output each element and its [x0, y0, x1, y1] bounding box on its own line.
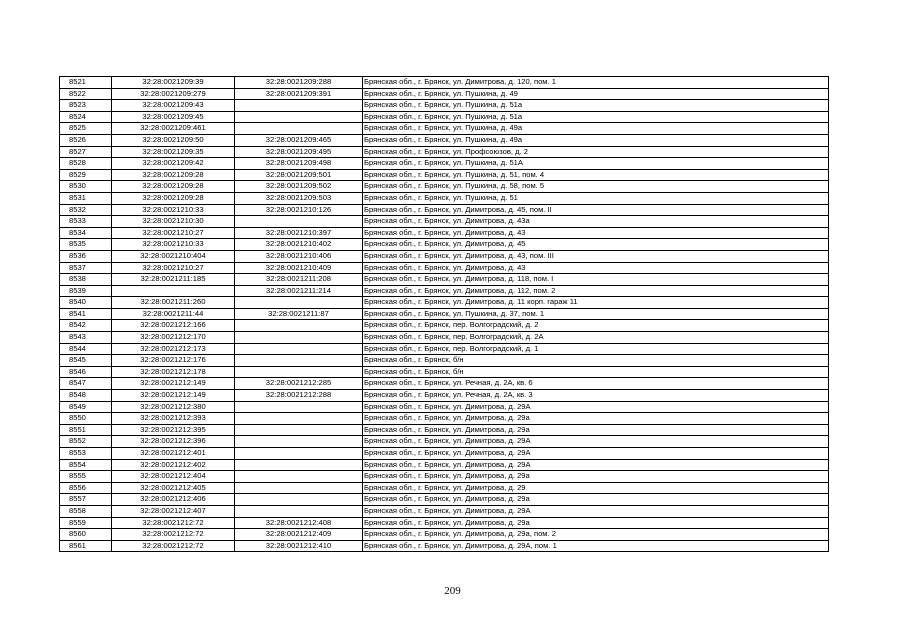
cadastral-number-cell [112, 285, 235, 297]
address-cell: Брянская обл., г. Брянск, ул. Димитрова, д. 45, пом. II [363, 204, 829, 216]
related-cadastral-number-cell: 32:28:0021209:502 [235, 181, 363, 193]
table-row [60, 424, 829, 436]
cadastral-number-cell: 32:28:0021210:27 [112, 227, 235, 239]
row-number-cell: 8521 [60, 77, 112, 89]
cadastral-number-cell: 32:28:0021209:28 [112, 169, 235, 181]
related-cadastral-number-cell [235, 401, 363, 413]
cadastral-number-cell: 32:28:0021212:404 [112, 471, 235, 483]
row-number-cell: 8550 [60, 413, 112, 425]
related-cadastral-number-cell: 32:28:0021212:410 [235, 540, 363, 552]
related-cadastral-number-cell: 32:28:0021209:503 [235, 192, 363, 204]
cadastral-number-cell: 32:28:0021212:407 [112, 505, 235, 517]
row-number-cell: 8523 [60, 100, 112, 112]
address-cell: Брянская обл., г. Брянск, ул. Димитрова, д. 43 [363, 227, 829, 239]
cadastral-number-cell: 32:28:0021210:33 [112, 204, 235, 216]
cadastral-number-cell: 32:28:0021209:28 [112, 192, 235, 204]
table-row [60, 320, 829, 332]
related-cadastral-number-cell [235, 216, 363, 228]
row-number-cell: 8556 [60, 482, 112, 494]
table-row [60, 517, 829, 529]
address-cell: Брянская обл., г. Брянск, б/н [363, 366, 829, 378]
address-cell: Брянская обл., г. Брянск, пер. Волгоградский, д. 2А [363, 332, 829, 344]
cadastral-number-cell: 32:28:0021212:393 [112, 413, 235, 425]
related-cadastral-number-cell: 32:28:0021212:408 [235, 517, 363, 529]
cadastral-number-cell: 32:28:0021209:43 [112, 100, 235, 112]
related-cadastral-number-cell: 32:28:0021212:409 [235, 529, 363, 541]
row-number-cell: 8541 [60, 308, 112, 320]
row-number-cell: 8535 [60, 239, 112, 251]
cadastral-number-cell: 32:28:0021212:395 [112, 424, 235, 436]
row-number-cell: 8542 [60, 320, 112, 332]
cadastral-number-cell: 32:28:0021209:461 [112, 123, 235, 135]
related-cadastral-number-cell: 32:28:0021210:409 [235, 262, 363, 274]
row-number-cell: 8552 [60, 436, 112, 448]
address-cell: Брянская обл., г. Брянск, ул. Димитрова, д. 29А, пом. 1 [363, 540, 829, 552]
cadastral-number-cell: 32:28:0021209:50 [112, 134, 235, 146]
cadastral-number-cell: 32:28:0021209:35 [112, 146, 235, 158]
address-cell: Брянская обл., г. Брянск, ул. Димитрова, д. 29А [363, 436, 829, 448]
table-row [60, 482, 829, 494]
cadastral-number-cell: 32:28:0021211:260 [112, 297, 235, 309]
cadastral-number-cell: 32:28:0021210:27 [112, 262, 235, 274]
table-row [60, 250, 829, 262]
cadastral-number-cell: 32:28:0021209:45 [112, 111, 235, 123]
row-number-cell: 8530 [60, 181, 112, 193]
table-row [60, 436, 829, 448]
related-cadastral-number-cell [235, 123, 363, 135]
address-cell: Брянская обл., г. Брянск, ул. Пушкина, д. 49а [363, 134, 829, 146]
cadastral-number-cell: 32:28:0021210:30 [112, 216, 235, 228]
table-row [60, 100, 829, 112]
related-cadastral-number-cell [235, 459, 363, 471]
address-cell: Брянская обл., г. Брянск, ул. Димитрова, д. 29А [363, 505, 829, 517]
row-number-cell: 8528 [60, 158, 112, 170]
related-cadastral-number-cell [235, 471, 363, 483]
address-cell: Брянская обл., г. Брянск, ул. Пушкина, д. 51, пом. 4 [363, 169, 829, 181]
table-row [60, 227, 829, 239]
row-number-cell: 8525 [60, 123, 112, 135]
table-row [60, 401, 829, 413]
row-number-cell: 8524 [60, 111, 112, 123]
cadastral-number-cell: 32:28:0021212:178 [112, 366, 235, 378]
address-cell: Брянская обл., г. Брянск, ул. Пушкина, д. 58, пом. 5 [363, 181, 829, 193]
row-number-cell: 8536 [60, 250, 112, 262]
row-number-cell: 8554 [60, 459, 112, 471]
table-row [60, 77, 829, 89]
cadastral-number-cell: 32:28:0021212:72 [112, 540, 235, 552]
cadastral-number-cell: 32:28:0021209:39 [112, 77, 235, 89]
cadastral-number-cell: 32:28:0021209:42 [112, 158, 235, 170]
address-cell: Брянская обл., г. Брянск, ул. Димитрова, д. 43 [363, 262, 829, 274]
cadastral-number-cell: 32:28:0021212:170 [112, 332, 235, 344]
related-cadastral-number-cell: 32:28:0021211:208 [235, 274, 363, 286]
cadastral-number-cell: 32:28:0021212:176 [112, 355, 235, 367]
row-number-cell: 8529 [60, 169, 112, 181]
related-cadastral-number-cell [235, 494, 363, 506]
address-cell: Брянская обл., г. Брянск, ул. Димитрова, д. 29А [363, 459, 829, 471]
row-number-cell: 8539 [60, 285, 112, 297]
address-cell: Брянская обл., г. Брянск, ул. Пушкина, д. 51а [363, 100, 829, 112]
address-cell: Брянская обл., г. Брянск, б/н [363, 355, 829, 367]
table-row [60, 158, 829, 170]
address-cell: Брянская обл., г. Брянск, ул. Профсоюзов, д. 2 [363, 146, 829, 158]
table-row [60, 505, 829, 517]
table-row [60, 274, 829, 286]
related-cadastral-number-cell [235, 100, 363, 112]
address-cell: Брянская обл., г. Брянск, ул. Димитрова, д. 29 [363, 482, 829, 494]
table-row [60, 285, 829, 297]
related-cadastral-number-cell [235, 505, 363, 517]
related-cadastral-number-cell: 32:28:0021209:498 [235, 158, 363, 170]
cadastral-number-cell: 32:28:0021209:279 [112, 88, 235, 100]
cadastral-number-cell: 32:28:0021212:380 [112, 401, 235, 413]
row-number-cell: 8543 [60, 332, 112, 344]
address-cell: Брянская обл., г. Брянск, пер. Волгоградский, д. 2 [363, 320, 829, 332]
row-number-cell: 8534 [60, 227, 112, 239]
table-row [60, 123, 829, 135]
table-row [60, 262, 829, 274]
cadastral-number-cell: 32:28:0021212:396 [112, 436, 235, 448]
row-number-cell: 8537 [60, 262, 112, 274]
row-number-cell: 8561 [60, 540, 112, 552]
related-cadastral-number-cell [235, 448, 363, 460]
row-number-cell: 8557 [60, 494, 112, 506]
address-cell: Брянская обл., г. Брянск, ул. Димитрова, д. 29а [363, 517, 829, 529]
table-row [60, 111, 829, 123]
cadastral-number-cell: 32:28:0021212:149 [112, 390, 235, 402]
row-number-cell: 8545 [60, 355, 112, 367]
table-row [60, 204, 829, 216]
cadastral-number-cell: 32:28:0021211:44 [112, 308, 235, 320]
row-number-cell: 8540 [60, 297, 112, 309]
address-cell: Брянская обл., г. Брянск, ул. Димитрова, д. 29а [363, 471, 829, 483]
cadastral-number-cell: 32:28:0021212:402 [112, 459, 235, 471]
table-row [60, 540, 829, 552]
table-row [60, 88, 829, 100]
related-cadastral-number-cell: 32:28:0021210:397 [235, 227, 363, 239]
address-cell: Брянская обл., г. Брянск, ул. Пушкина, д. 49а [363, 123, 829, 135]
table-row [60, 448, 829, 460]
cadastral-number-cell: 32:28:0021212:72 [112, 529, 235, 541]
cadastral-table [59, 76, 829, 552]
page-number: 209 [444, 585, 461, 597]
cadastral-number-cell: 32:28:0021212:149 [112, 378, 235, 390]
cadastral-number-cell: 32:28:0021212:401 [112, 448, 235, 460]
address-cell: Брянская обл., г. Брянск, ул. Пушкина, д. 51А [363, 158, 829, 170]
row-number-cell: 8548 [60, 390, 112, 402]
related-cadastral-number-cell: 32:28:0021210:126 [235, 204, 363, 216]
cadastral-number-cell: 32:28:0021212:173 [112, 343, 235, 355]
table-row [60, 366, 829, 378]
row-number-cell: 8526 [60, 134, 112, 146]
address-cell: Брянская обл., г. Брянск, ул. Димитрова, д. 29А [363, 448, 829, 460]
table-row [60, 181, 829, 193]
table-row [60, 413, 829, 425]
address-cell: Брянская обл., г. Брянск, ул. Димитрова, д. 120, пом. 1 [363, 77, 829, 89]
address-cell: Брянская обл., г. Брянск, ул. Речная, д. 2А, кв. 3 [363, 390, 829, 402]
related-cadastral-number-cell: 32:28:0021209:465 [235, 134, 363, 146]
related-cadastral-number-cell [235, 413, 363, 425]
related-cadastral-number-cell: 32:28:0021210:406 [235, 250, 363, 262]
address-cell: Брянская обл., г. Брянск, ул. Димитрова, д. 43а [363, 216, 829, 228]
table-body [60, 77, 829, 552]
related-cadastral-number-cell [235, 297, 363, 309]
related-cadastral-number-cell [235, 482, 363, 494]
row-number-cell: 8547 [60, 378, 112, 390]
address-cell: Брянская обл., г. Брянск, ул. Пушкина, д. 51а [363, 111, 829, 123]
row-number-cell: 8559 [60, 517, 112, 529]
related-cadastral-number-cell: 32:28:0021209:495 [235, 146, 363, 158]
address-cell: Брянская обл., г. Брянск, ул. Димитрова, д. 29а [363, 494, 829, 506]
cadastral-number-cell: 32:28:0021210:404 [112, 250, 235, 262]
related-cadastral-number-cell [235, 343, 363, 355]
table-row [60, 355, 829, 367]
related-cadastral-number-cell: 32:28:0021212:288 [235, 390, 363, 402]
address-cell: Брянская обл., г. Брянск, ул. Димитрова, д. 29А [363, 401, 829, 413]
cadastral-number-cell: 32:28:0021212:72 [112, 517, 235, 529]
row-number-cell: 8546 [60, 366, 112, 378]
table-row [60, 297, 829, 309]
cadastral-number-cell: 32:28:0021212:166 [112, 320, 235, 332]
row-number-cell: 8549 [60, 401, 112, 413]
address-cell: Брянская обл., г. Брянск, ул. Димитрова, д. 118, пом. I [363, 274, 829, 286]
row-number-cell: 8531 [60, 192, 112, 204]
related-cadastral-number-cell: 32:28:0021212:285 [235, 378, 363, 390]
address-cell: Брянская обл., г. Брянск, ул. Речная, д. 2А, кв. 6 [363, 378, 829, 390]
cadastral-number-cell: 32:28:0021212:406 [112, 494, 235, 506]
row-number-cell: 8558 [60, 505, 112, 517]
row-number-cell: 8551 [60, 424, 112, 436]
related-cadastral-number-cell: 32:28:0021211:87 [235, 308, 363, 320]
row-number-cell: 8538 [60, 274, 112, 286]
address-cell: Брянская обл., г. Брянск, пер. Волгоградский, д. 1 [363, 343, 829, 355]
row-number-cell: 8532 [60, 204, 112, 216]
related-cadastral-number-cell [235, 111, 363, 123]
address-cell: Брянская обл., г. Брянск, ул. Пушкина, д. 49 [363, 88, 829, 100]
table-row [60, 378, 829, 390]
table-row [60, 146, 829, 158]
address-cell: Брянская обл., г. Брянск, ул. Димитрова, д. 29а, пом. 2 [363, 529, 829, 541]
address-cell: Брянская обл., г. Брянск, ул. Пушкина, д. 37, пом. 1 [363, 308, 829, 320]
address-cell: Брянская обл., г. Брянск, ул. Димитрова, д. 45 [363, 239, 829, 251]
related-cadastral-number-cell: 32:28:0021209:288 [235, 77, 363, 89]
related-cadastral-number-cell [235, 332, 363, 344]
row-number-cell: 8555 [60, 471, 112, 483]
table-row [60, 216, 829, 228]
cadastral-number-cell: 32:28:0021211:185 [112, 274, 235, 286]
address-cell: Брянская обл., г. Брянск, ул. Димитрова, д. 29а [363, 413, 829, 425]
row-number-cell: 8544 [60, 343, 112, 355]
related-cadastral-number-cell [235, 424, 363, 436]
table-row [60, 308, 829, 320]
address-cell: Брянская обл., г. Брянск, ул. Димитрова, д. 11 корп. гараж 11 [363, 297, 829, 309]
table-row [60, 459, 829, 471]
related-cadastral-number-cell [235, 355, 363, 367]
table-row [60, 390, 829, 402]
row-number-cell: 8560 [60, 529, 112, 541]
address-cell: Брянская обл., г. Брянск, ул. Димитрова, д. 43, пом. III [363, 250, 829, 262]
cadastral-number-cell: 32:28:0021212:405 [112, 482, 235, 494]
table-row [60, 332, 829, 344]
cadastral-number-cell: 32:28:0021210:33 [112, 239, 235, 251]
table-row [60, 529, 829, 541]
row-number-cell: 8522 [60, 88, 112, 100]
address-cell: Брянская обл., г. Брянск, ул. Пушкина, д. 51 [363, 192, 829, 204]
address-cell: Брянская обл., г. Брянск, ул. Димитрова, д. 112, пом. 2 [363, 285, 829, 297]
table-row [60, 343, 829, 355]
table-row [60, 239, 829, 251]
related-cadastral-number-cell [235, 366, 363, 378]
table-row [60, 471, 829, 483]
cadastral-number-cell: 32:28:0021209:28 [112, 181, 235, 193]
address-cell: Брянская обл., г. Брянск, ул. Димитрова, д. 29а [363, 424, 829, 436]
related-cadastral-number-cell [235, 436, 363, 448]
table-row [60, 192, 829, 204]
table-row [60, 169, 829, 181]
related-cadastral-number-cell [235, 320, 363, 332]
related-cadastral-number-cell: 32:28:0021209:501 [235, 169, 363, 181]
row-number-cell: 8533 [60, 216, 112, 228]
related-cadastral-number-cell: 32:28:0021209:391 [235, 88, 363, 100]
row-number-cell: 8527 [60, 146, 112, 158]
row-number-cell: 8553 [60, 448, 112, 460]
related-cadastral-number-cell: 32:28:0021210:402 [235, 239, 363, 251]
related-cadastral-number-cell: 32:28:0021211:214 [235, 285, 363, 297]
table-row [60, 134, 829, 146]
table-row [60, 494, 829, 506]
